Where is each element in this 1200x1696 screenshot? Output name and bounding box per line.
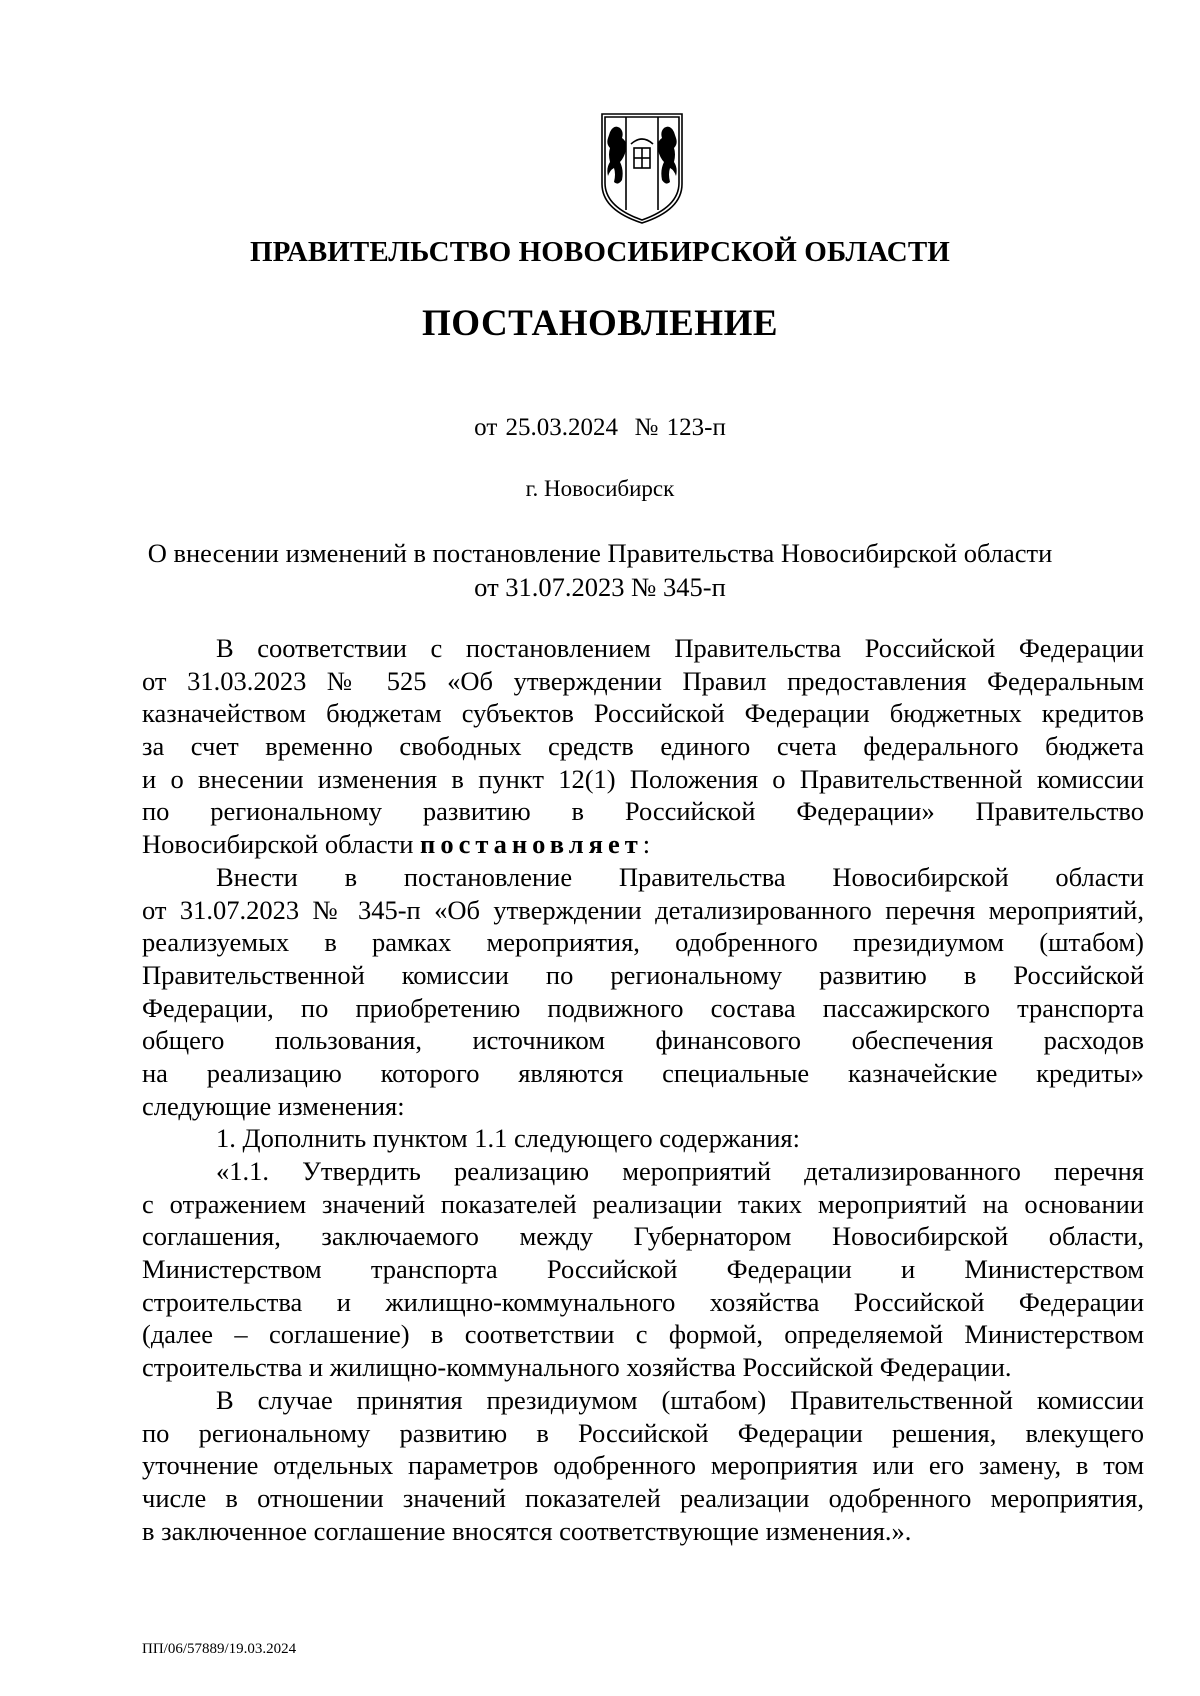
paragraph-line: в заключенное соглашение вносятся соответствующие изменения.». bbox=[142, 1515, 912, 1546]
paragraph-line: от 31.03.2023 № 525 «Об утверждении Правил предоставления Федеральным bbox=[142, 665, 1144, 696]
paragraph-line: с отражением значений показателей реализации таких мероприятий на основании bbox=[142, 1188, 1144, 1219]
document-date-number: от 25.03.2024 № 123-п bbox=[474, 414, 726, 441]
paragraph-line: Внести в постановление Правительства Новосибирской области bbox=[216, 861, 1144, 892]
document-type-heading: ПОСТАНОВЛЕНИЕ bbox=[421, 303, 779, 344]
document-body bbox=[142, 632, 1144, 1547]
paragraph-line: 1. Дополнить пунктом 1.1 следующего содержания: bbox=[216, 1123, 800, 1154]
document-city: г. Новосибирск bbox=[525, 476, 675, 501]
paragraph-line: за счет временно свободных средств единого счета федерального бюджета bbox=[142, 731, 1144, 762]
paragraph-line: на реализацию которого являются специальные казначейские кредиты» bbox=[142, 1057, 1144, 1088]
paragraph-line: общего пользования, источником финансового обеспечения расходов bbox=[142, 1025, 1144, 1056]
document-title-line: от 31.07.2023 № 345-п bbox=[474, 572, 726, 602]
paragraph-line: В соответствии с постановлением Правительства Российской Федерации bbox=[216, 633, 1144, 663]
paragraph-line: соглашения, заключаемого между Губернатором Новосибирской области, bbox=[142, 1221, 1144, 1252]
resolution-keyword: постановляет bbox=[420, 829, 643, 860]
issuing-authority: ПРАВИТЕЛЬСТВО НОВОСИБИРСКОЙ ОБЛАСТИ bbox=[250, 236, 950, 268]
paragraph-line: реализуемых в рамках мероприятия, одобренного президиумом (штабом) bbox=[142, 927, 1144, 958]
paragraph-line: числе в отношении значений показателей реализации одобренного мероприятия, bbox=[142, 1482, 1144, 1513]
paragraph-line: казначейством бюджетам субъектов Российской Федерации бюджетных кредитов bbox=[142, 698, 1144, 729]
document-registration-code: ПП/06/57889/19.03.2024 bbox=[142, 1641, 297, 1657]
paragraph-text: Новосибирской области bbox=[142, 829, 421, 860]
paragraph-line: по региональному развитию в Российской Федерации решения, влекущего bbox=[142, 1417, 1144, 1448]
coat-of-arms-icon bbox=[598, 110, 686, 226]
paragraph-line: (далее – соглашение) в соответствии с формой, определяемой Министерством bbox=[142, 1319, 1144, 1350]
paragraph-line: «1.1. Утвердить реализацию мероприятий детализированного перечня bbox=[216, 1156, 1144, 1186]
paragraph-line: В случае принятия президиумом (штабом) Правительственной комиссии bbox=[216, 1384, 1144, 1415]
paragraph-line: Правительственной комиссии по региональному развитию в Российской bbox=[142, 959, 1144, 990]
paragraph-text: : bbox=[642, 829, 651, 860]
document-title bbox=[130, 536, 1070, 604]
paragraph-line: по региональному развитию в Российской Федерации» Правительство bbox=[142, 796, 1144, 827]
paragraph-line: и о внесении изменения в пункт 12(1) Положения о Правительственной комиссии bbox=[142, 763, 1144, 794]
paragraph-line: от 31.07.2023 № 345-п «Об утверждении детализированного перечня мероприятий, bbox=[142, 894, 1144, 925]
paragraph-line: Федерации, по приобретению подвижного состава пассажирского транспорта bbox=[142, 992, 1144, 1023]
paragraph-line: уточнение отдельных параметров одобренного мероприятия или его замену, в том bbox=[142, 1450, 1144, 1481]
paragraph-line: строительства и жилищно-коммунального хозяйства Российской Федерации bbox=[142, 1286, 1144, 1317]
paragraph-line: Министерством транспорта Российской Федерации и Министерством bbox=[142, 1254, 1144, 1285]
paragraph-line: строительства и жилищно-коммунального хозяйства Российской Федерации. bbox=[142, 1352, 1012, 1383]
paragraph-line bbox=[142, 828, 1144, 861]
paragraph-line: следующие изменения: bbox=[142, 1090, 405, 1121]
document-title-line: О внесении изменений в постановление Правительства Новосибирской области bbox=[147, 538, 1053, 568]
